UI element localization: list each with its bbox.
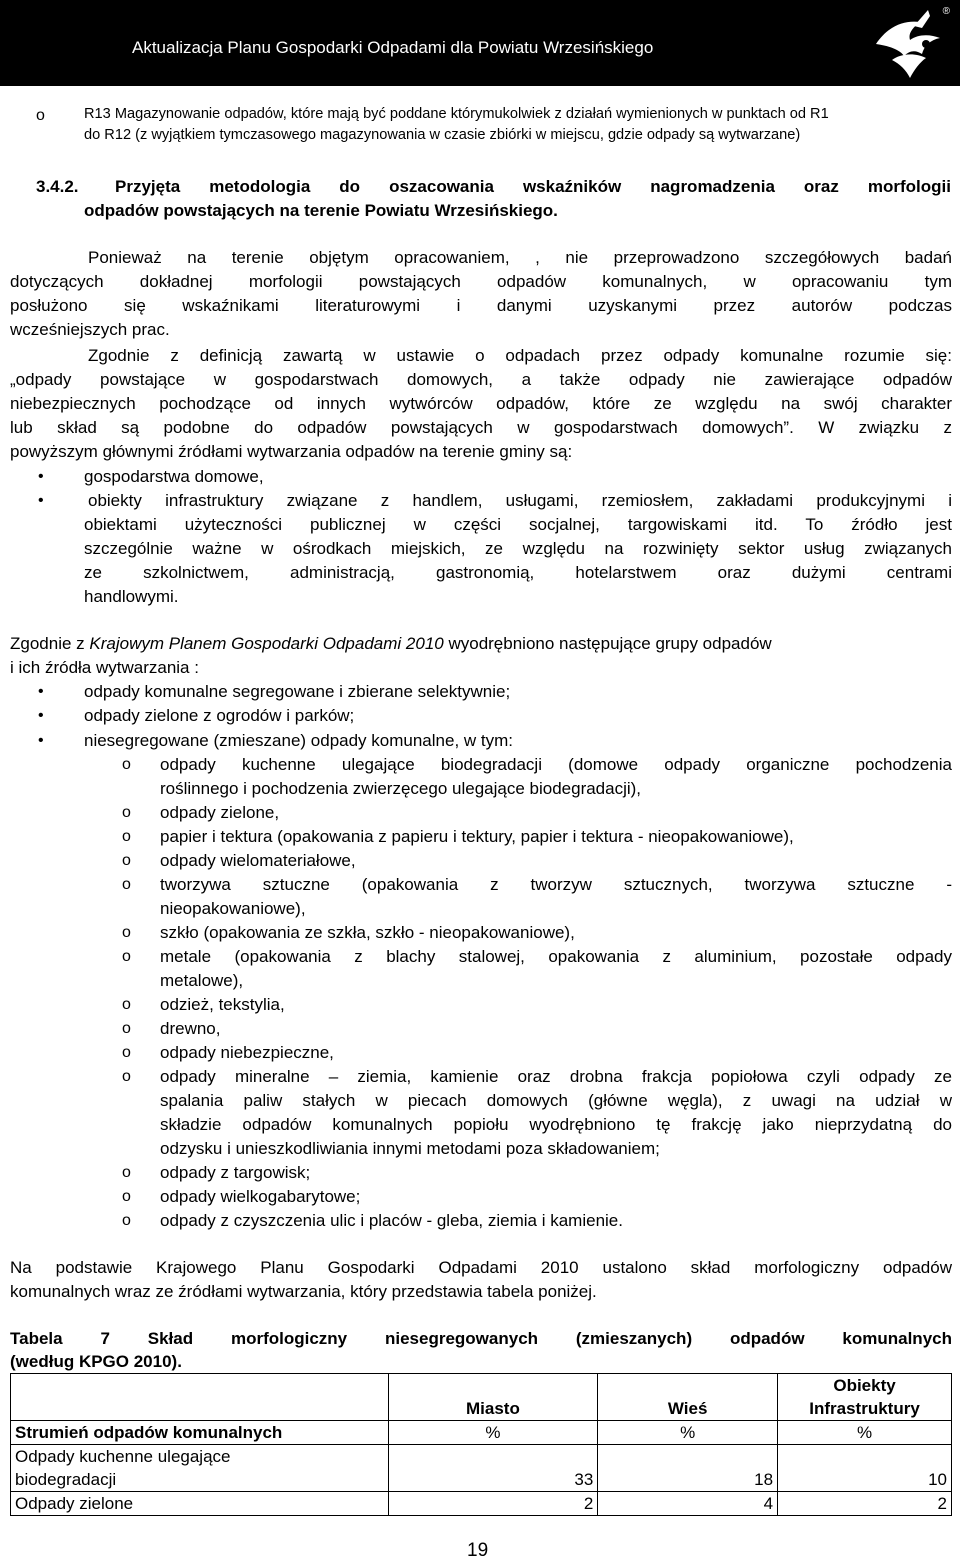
group-item-1: odpady komunalne segregowane i zbierane selektywnie; — [84, 682, 511, 701]
list-marker: o — [122, 852, 131, 869]
para2-line-4: lub skład są podobne do odpadów powstających w gospodarstwach domowych”. W związku z — [10, 418, 952, 437]
subitem-2: odpady zielone, — [160, 803, 280, 822]
table-header-row — [11, 1374, 952, 1421]
r13-line-2: do R12 (z wyjątkiem tymczasowego magazynowania w czasie zbiórki w miejscu, gdzie odpady są wytwarzane) — [84, 127, 801, 143]
list-marker: o — [122, 1044, 131, 1061]
eagle-logo-icon — [870, 4, 950, 80]
row-header-label: Strumień odpadów komunalnych — [11, 1421, 389, 1445]
section-number: 3.4.2. — [36, 177, 79, 196]
bullet-marker: • — [38, 732, 44, 749]
subitem-12: odpady z targowisk; — [160, 1163, 311, 1182]
kpgo-title: Krajowym Planem Gospodarki Odpadami 2010 — [89, 634, 444, 653]
source-item-1: gospodarstwa domowe, — [84, 467, 264, 486]
morphology-table — [10, 1373, 952, 1516]
unit-cell: % — [598, 1421, 778, 1445]
list-marker: o — [122, 804, 131, 821]
value-cell: 2 — [388, 1492, 598, 1516]
subitem-3: papier i tektura (opakowania z papieru i tektury, papier i tektura - nieopakowaniowe), — [160, 827, 794, 846]
value-cell: 18 — [598, 1445, 778, 1492]
bullet-marker: • — [38, 468, 44, 485]
subitem-11-line-4: odzysku i unieszkodliwiania innymi metodami poza składowaniem; — [160, 1139, 660, 1158]
registered-mark: ® — [942, 6, 950, 17]
para2-line-3: niebezpiecznych pochodzące od innych wytwórców odpadów, które ze względu na swój charakter — [10, 394, 952, 413]
list-marker: o — [122, 1020, 131, 1037]
kpgo-line-2: i ich źródła wytwarzania : — [10, 658, 199, 677]
para2-line-5: powyższym głównymi źródłami wytwarzania odpadów na terenie gminy są: — [10, 442, 573, 461]
para1-line-3: posłużono się wskaźnikami literaturowymi i danymi uzyskanymi przez autorów podczas — [10, 296, 952, 315]
list-marker: o — [122, 828, 131, 845]
section-title-line-2: odpadów powstających na terenie Powiatu Wrzesińskiego. — [84, 201, 558, 220]
subitem-7-line-2: metalowe), — [160, 971, 244, 990]
table-row — [11, 1421, 952, 1445]
source-item-2-line-5: handlowymi. — [84, 587, 179, 606]
subitem-11-line-1: odpady mineralne – ziemia, kamienie oraz drobna frakcja popiołowa czyli odpady ze — [160, 1067, 952, 1086]
table-cell — [11, 1374, 389, 1421]
subitem-11-line-2: spalania paliw stałych w piecach domowych (główne węgla), z uwagi na udział w — [160, 1091, 952, 1110]
col-header-wies: Wieś — [598, 1374, 778, 1421]
subitem-14: odpady z czyszczenia ulic i placów - gleba, ziemia i kamienie. — [160, 1211, 623, 1230]
source-item-2-line-1: obiekty infrastruktury związane z handlem, usługami, rzemiosłem, zakładami produkcyjnymi i — [88, 491, 952, 510]
kpgo-line-1: Zgodnie z Krajowym Planem Gospodarki Odpadami 2010 wyodrębniono następujące grupy odpadów — [10, 634, 772, 653]
list-marker: o — [122, 756, 131, 773]
subitem-7-line-1: metale (opakowania z blachy stalowej, opakowania z aluminium, pozostałe odpady — [160, 947, 952, 966]
list-marker: o — [122, 1068, 131, 1085]
source-item-2-line-2: obiektami użyteczności publicznej w części socjalnej, targowiskami itd. To źródło jest — [84, 515, 952, 534]
para2-line-1: Zgodnie z definicją zawartą w ustawie o odpadach przez odpady komunalne rozumie się: — [88, 346, 952, 365]
value-cell: 4 — [598, 1492, 778, 1516]
source-item-2-line-3: szczególnie ważne w ośrodkach miejskich, ze względu na rozwinięty sektor usług związanych — [84, 539, 952, 558]
value-cell: 2 — [778, 1492, 952, 1516]
bullet-marker: • — [38, 707, 44, 724]
list-marker: o — [122, 1212, 131, 1229]
table-caption-line-1: Tabela 7 Skład morfologiczny niesegregowanych (zmieszanych) odpadów komunalnych — [10, 1329, 952, 1348]
subitem-5-line-2: nieopakowaniowe), — [160, 899, 306, 918]
list-marker: o — [122, 876, 131, 893]
subitem-5-line-1: tworzywa sztuczne (opakowania z tworzyw sztucznych, tworzywa sztuczne - — [160, 875, 952, 894]
page-header — [0, 0, 960, 86]
table-row — [11, 1492, 952, 1516]
list-marker: o — [122, 1188, 131, 1205]
para2-line-2: „odpady powstające w gospodarstwach domowych, a także odpady nie zawierające odpadów — [10, 370, 952, 389]
value-cell: 10 — [778, 1445, 952, 1492]
list-marker: o — [122, 996, 131, 1013]
table-caption-line-2: (według KPGO 2010). — [10, 1352, 182, 1371]
r13-line-1: R13 Magazynowanie odpadów, które mają być poddane którymukolwiek z działań wymienionych w punktach od R1 — [84, 106, 829, 122]
subitem-1-line-1: odpady kuchenne ulegające biodegradacji (domowe odpady organiczne pochodzenia — [160, 755, 952, 774]
bullet-marker: • — [38, 492, 44, 509]
col-header-miasto: Miasto — [388, 1374, 598, 1421]
row-label: Odpady kuchenne ulegające biodegradacji — [11, 1445, 389, 1492]
bullet-marker: • — [38, 683, 44, 700]
subitem-10: odpady niebezpieczne, — [160, 1043, 334, 1062]
para1-line-4: wcześniejszych prac. — [10, 320, 170, 339]
header-title: Aktualizacja Planu Gospodarki Odpadami dla Powiatu Wrzesińskiego — [132, 38, 654, 57]
subitem-4: odpady wielomateriałowe, — [160, 851, 356, 870]
list-marker: o — [122, 924, 131, 941]
subitem-1-line-2: roślinnego i pochodzenia zwierzęcego ulegające biodegradacji), — [160, 779, 642, 798]
para1-line-2: dotyczących dokładnej morfologii powstających odpadów komunalnych, w opracowaniu tym — [10, 272, 952, 291]
list-marker: o — [122, 1164, 131, 1181]
table-row — [11, 1445, 952, 1492]
section-title-line-1: Przyjęta metodologia do oszacowania wskaźników nagromadzenia oraz morfologii — [115, 177, 951, 196]
page-number: 19 — [467, 1540, 489, 1561]
para3-line-1: Na podstawie Krajowego Planu Gospodarki Odpadami 2010 ustalono skład morfologiczny odpadów — [10, 1258, 952, 1277]
subitem-9: drewno, — [160, 1019, 221, 1038]
row-label: Odpady zielone — [11, 1492, 389, 1516]
unit-cell: % — [778, 1421, 952, 1445]
subitem-6: szkło (opakowania ze szkła, szkło - nieopakowaniowe), — [160, 923, 575, 942]
para3-line-2: komunalnych wraz ze źródłami wytwarzania, który przedstawia tabela poniżej. — [10, 1282, 597, 1301]
subitem-11-line-3: składzie odpadów komunalnych popiołu wyodrębniono tę frakcję jako nieprzydatną do — [160, 1115, 952, 1134]
para1-line-1: Ponieważ na terenie objętym opracowaniem, , nie przeprowadzono szczegółowych badań — [88, 248, 952, 267]
source-item-2-line-4: ze szkolnictwem, administracją, gastronomią, hotelarstwem oraz dużymi centrami — [84, 563, 952, 582]
group-item-3: niesegregowane (zmieszane) odpady komunalne, w tym: — [84, 731, 514, 750]
list-marker: o — [122, 948, 131, 965]
subitem-13: odpady wielkogabarytowe; — [160, 1187, 361, 1206]
value-cell: 33 — [388, 1445, 598, 1492]
list-marker: o — [36, 107, 45, 124]
subitem-8: odzież, tekstylia, — [160, 995, 285, 1014]
unit-cell: % — [388, 1421, 598, 1445]
col-header-obiekty: Obiekty Infrastruktury — [778, 1374, 952, 1421]
group-item-2: odpady zielone z ogrodów i parków; — [84, 706, 355, 725]
